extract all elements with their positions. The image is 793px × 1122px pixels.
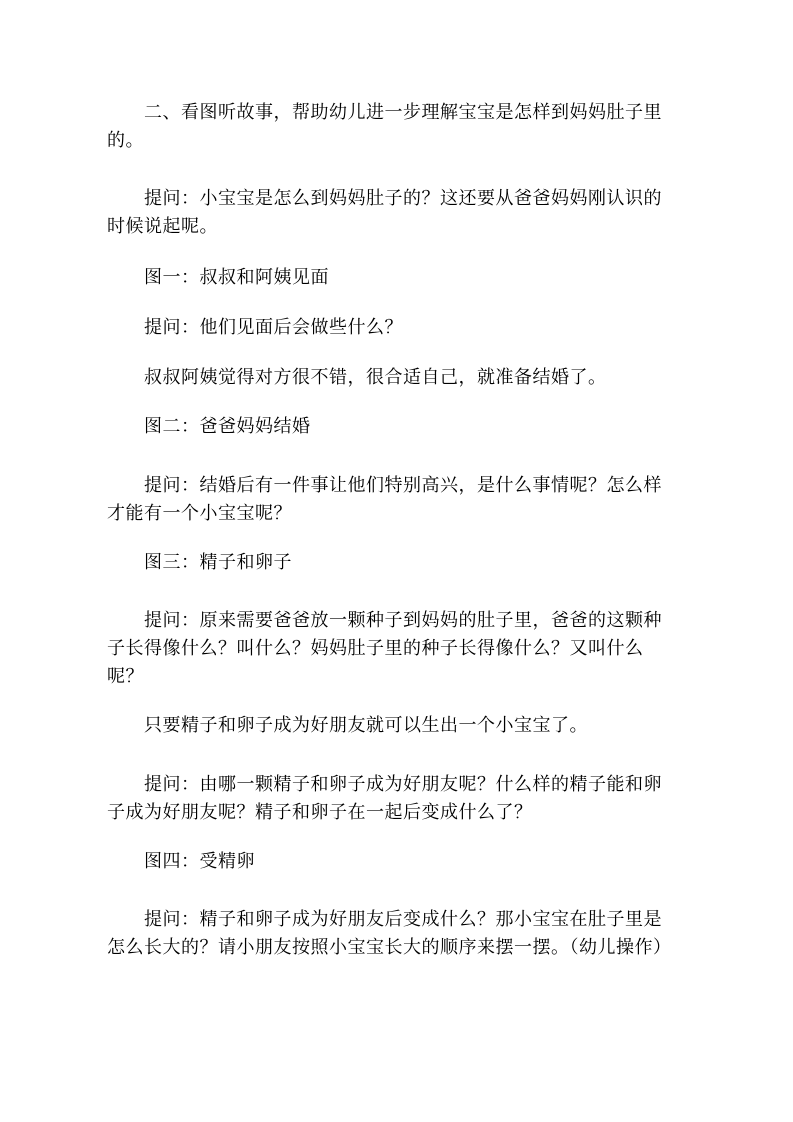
- paragraph-figure-four: 图四：受精卵: [144, 851, 255, 872]
- paragraph-figure-one: 图一：叔叔和阿姨见面: [144, 267, 329, 288]
- paragraph-figure-two: 图二：爸爸妈妈结婚: [144, 416, 311, 437]
- paragraph-question-which: 提问：由哪一颗精子和卵子成为好朋友呢？什么样的精子能和卵子成为好朋友呢？精子和卵子在一起后变成什么了？: [107, 774, 662, 823]
- paragraph-question-growth: 提问：精子和卵子成为好朋友后变成什么？那小宝宝在肚子里是怎么长大的？请小朋友按照小宝宝长大的顺序来摆一摆。（幼儿操作）: [107, 909, 672, 958]
- paragraph-section-two: 二、看图听故事，帮助幼儿进一步理解宝宝是怎样到妈妈肚子里的。: [107, 102, 662, 151]
- paragraph-figure-three: 图三：精子和卵子: [144, 552, 292, 573]
- paragraph-question-meet: 提问：他们见面后会做些什么？: [144, 317, 403, 338]
- paragraph-question-intro: 提问：小宝宝是怎么到妈妈肚子的？这还要从爸爸妈妈刚认识的时候说起呢。: [107, 188, 662, 237]
- paragraph-question-seed: 提问：原来需要爸爸放一颗种子到妈妈的肚子里，爸爸的这颗种子长得像什么？叫什么？妈妈肚子里的种子长得像什么？又叫什么呢？: [107, 610, 662, 687]
- paragraph-question-marriage: 提问：结婚后有一件事让他们特别高兴，是什么事情呢？怎么样才能有一个小宝宝呢？: [107, 475, 662, 524]
- paragraph-sperm-egg-friends: 只要精子和卵子成为好朋友就可以生出一个小宝宝了。: [144, 715, 588, 736]
- paragraph-marry-decision: 叔叔阿姨觉得对方很不错，很合适自己，就准备结婚了。: [144, 367, 607, 388]
